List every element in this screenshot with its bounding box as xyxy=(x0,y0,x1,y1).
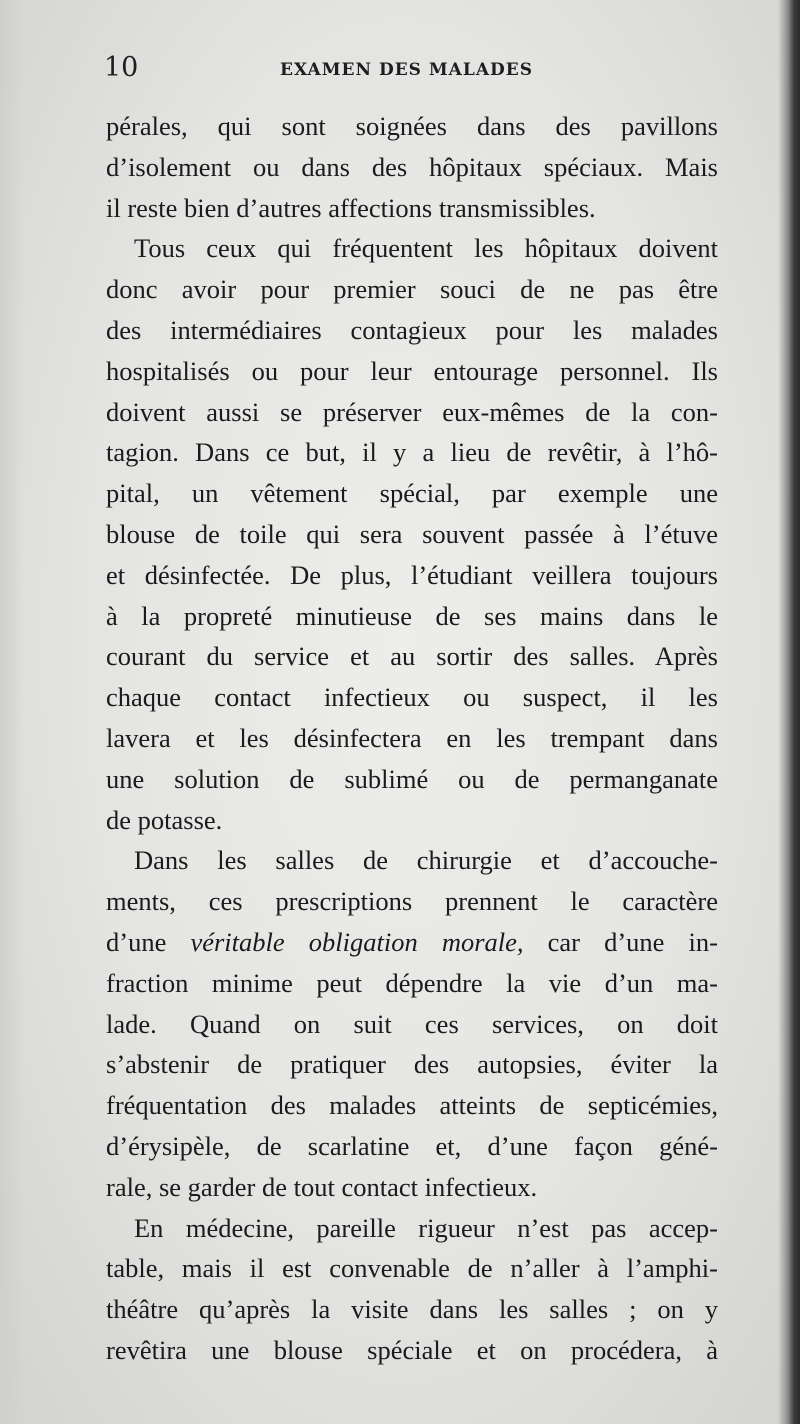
page-edge-shadow-left xyxy=(0,0,24,1424)
text-line: rale, se garder de tout contact infectieux. xyxy=(106,1171,538,1202)
running-title: EXAMEN DES MALADES xyxy=(280,60,533,80)
text-line: revêtira une blouse spéciale et on procédera, à xyxy=(106,1334,718,1365)
text-line: une solution de sublimé ou de permanganate xyxy=(106,763,718,794)
text-line: En médecine, pareille rigueur n’est pas accep- xyxy=(134,1212,718,1243)
text-line: il reste bien d’autres affections transmissibles. xyxy=(106,192,596,223)
page-header xyxy=(104,52,716,96)
text-line: fraction minime peut dépendre la vie d’un ma- xyxy=(106,967,718,998)
text-line: chaque contact infectieux ou suspect, il les xyxy=(106,682,718,713)
text-line: courant du service et au sortir des salles. Après xyxy=(106,641,718,672)
page-edge-shadow-right xyxy=(778,0,800,1424)
text-line: d’isolement ou dans des hôpitaux spéciaux. Mais xyxy=(106,151,718,182)
text-line: donc avoir pour premier souci de ne pas être xyxy=(106,274,718,305)
text-line: Dans les salles de chirurgie et d’accouche- xyxy=(134,845,718,876)
text-segment: d’une xyxy=(106,926,191,957)
text-line: ments, ces prescriptions prennent le caractère xyxy=(106,886,718,917)
text-line: blouse de toile qui sera souvent passée à l’étuve xyxy=(106,518,718,549)
text-line: lade. Quand on suit ces services, on doit xyxy=(106,1008,718,1039)
text-line: table, mais il est convenable de n’aller à l’amphi- xyxy=(106,1253,718,1284)
text-line: doivent aussi se préserver eux-mêmes de la con- xyxy=(106,396,718,427)
text-line: à la propreté minutieuse de ses mains dans le xyxy=(106,600,718,631)
text-line: pérales, qui sont soignées dans des pavillons xyxy=(106,111,718,141)
text-segment: car d’une in- xyxy=(523,926,718,957)
text-line: s’abstenir de pratiquer des autopsies, éviter la xyxy=(106,1049,718,1080)
text-line: pital, un vêtement spécial, par exemple une xyxy=(106,478,718,509)
text-line: tagion. Dans ce but, il y a lieu de revêtir, à l’hô- xyxy=(106,437,718,468)
text-line-with-emphasis xyxy=(106,922,718,963)
text-line: fréquentation des malades atteints de septicémies, xyxy=(106,1090,718,1121)
body-text xyxy=(106,106,718,1371)
text-line: hospitalisés ou pour leur entourage personnel. Ils xyxy=(106,355,718,386)
text-line: des intermédiaires contagieux pour les malades xyxy=(106,314,718,345)
page-number: 10 xyxy=(104,52,139,83)
text-line: et désinfectée. De plus, l’étudiant veillera toujours xyxy=(106,559,718,590)
text-line: théâtre qu’après la visite dans les salles ; on y xyxy=(106,1294,718,1325)
text-line: de potasse. xyxy=(106,804,223,835)
text-line: Tous ceux qui fréquentent les hôpitaux doivent xyxy=(134,233,718,264)
emphasized-text: véritable obligation morale, xyxy=(190,926,524,957)
text-line: lavera et les désinfectera en les trempant dans xyxy=(106,722,718,753)
text-line: d’érysipèle, de scarlatine et, d’une façon géné- xyxy=(106,1130,718,1161)
